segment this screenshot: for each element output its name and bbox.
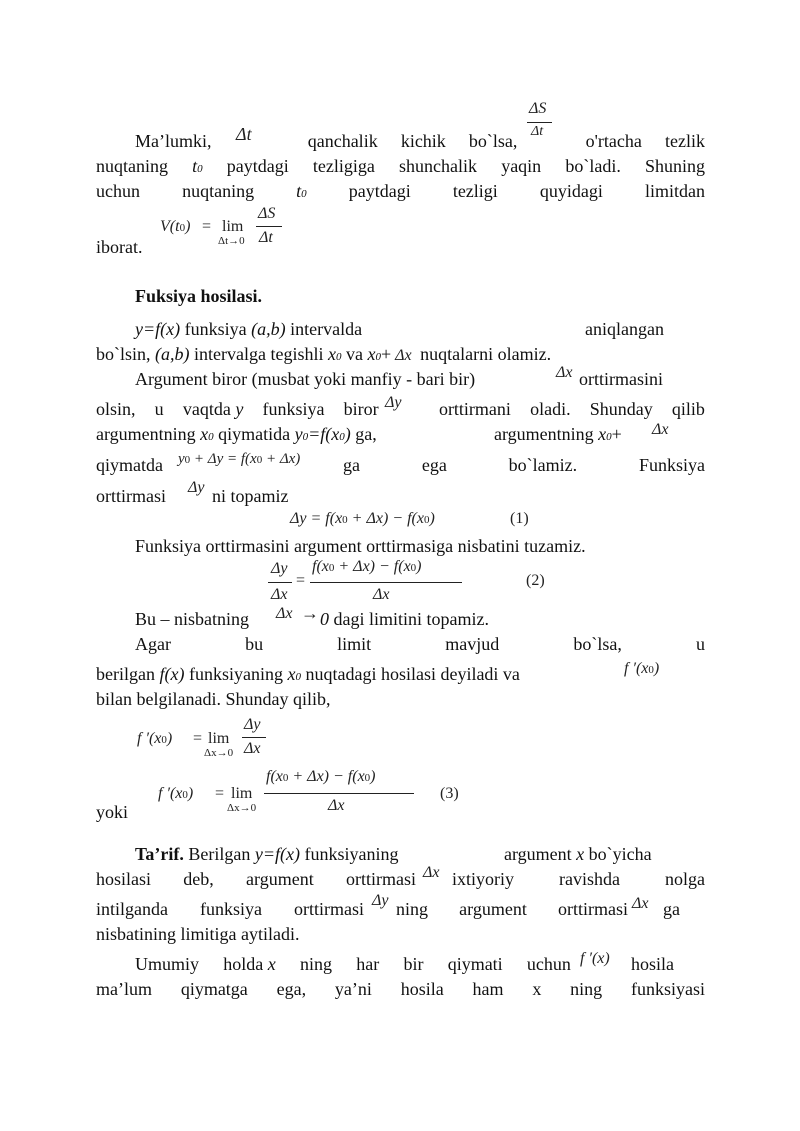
word: Shuning (644, 156, 705, 176)
sentence: Argument biror (musbat yoki manfiy - bari bir) (135, 369, 476, 389)
derivative-symbol: f ′(x) (580, 950, 610, 967)
fraction-bar (268, 582, 292, 583)
delta-x: Δx (632, 895, 649, 912)
equals: = (193, 730, 203, 747)
equation-number: (3) (440, 785, 459, 802)
word: kichik (400, 131, 446, 151)
word: hosila (631, 954, 674, 974)
delta-x: Δx (276, 605, 293, 622)
delta-t: Δt (259, 229, 273, 246)
definition-label: Ta’rif. (135, 844, 184, 864)
lim-subscript: Δt→0 (218, 235, 245, 247)
delta-t-denominator: Δt (531, 124, 544, 139)
word: qiymatda (96, 455, 163, 475)
word: tezligi (452, 181, 498, 201)
word: orttirmasi (96, 486, 166, 506)
word: iborat. (96, 237, 143, 257)
word: ga (663, 899, 680, 919)
arrow-icon: → (301, 603, 319, 623)
word: nuqtaning (182, 181, 255, 201)
lim-label: lim (231, 785, 253, 802)
word: tezlik (664, 131, 705, 151)
delta-s: ΔS (258, 205, 276, 222)
word: quyidagi (539, 181, 603, 201)
v-symbol: V(t0) (160, 218, 191, 235)
section-heading: Fuksiya hosilasi. (135, 286, 263, 306)
fraction-bar (264, 793, 414, 794)
derivative-symbol: f ′(x0) (624, 660, 660, 677)
word: yoki (96, 802, 129, 822)
t0-symbol: t0 (192, 156, 203, 176)
delta-x: Δx (423, 864, 440, 881)
word: paytdagi (226, 156, 289, 176)
sentence: nisbatining limitiga aytiladi. (96, 924, 300, 944)
delta-y: Δy (271, 560, 288, 577)
equals: = (202, 218, 212, 235)
delta-y: Δy (188, 479, 205, 496)
word: yaqin (501, 156, 542, 176)
delta-x: Δx (652, 421, 669, 438)
equation-number: (1) (510, 510, 529, 527)
word: ni topamiz (212, 486, 289, 506)
delta-x: Δx (395, 347, 412, 364)
equation-number: (2) (526, 572, 545, 589)
fraction-bar (527, 122, 552, 123)
delta-x: Δx (271, 586, 288, 603)
word: tezligiga (312, 156, 375, 176)
word: paytdagi (348, 181, 411, 201)
delta-t-symbol: Δt (236, 124, 252, 144)
function-symbol: y=f(x) (135, 319, 181, 339)
delta-x: Δx (373, 586, 390, 603)
delta-y: Δy (372, 892, 389, 909)
delta-y: Δy (385, 394, 402, 411)
word: Bu – nisbatning (135, 609, 250, 629)
t0-symbol: t0 (296, 181, 307, 201)
lim-subscript: Δx→0 (204, 747, 234, 759)
lim-subscript: Δx→0 (227, 802, 257, 814)
sentence: bilan belgilanadi. Shunday qilib, (96, 689, 331, 709)
delta-x: Δx (556, 364, 573, 381)
equals: = (296, 572, 306, 589)
word: bo`lsa, (468, 131, 518, 151)
word: bo`ladi. (565, 156, 621, 176)
word: orttirmasini (579, 369, 663, 389)
word: o'rtacha (585, 131, 642, 151)
word: limitdan (644, 181, 705, 201)
delta-x: Δx (244, 740, 261, 757)
word: shunchalik (399, 156, 478, 176)
delta-y: Δy (244, 716, 261, 733)
lim-label: lim (222, 218, 244, 235)
equals: = (215, 785, 225, 802)
fraction-bar (256, 226, 282, 227)
word: nuqtaning (96, 156, 168, 176)
delta-x: Δx (328, 797, 345, 814)
lim-label: lim (208, 730, 230, 747)
word: aniqlangan (585, 319, 664, 339)
word: Ma’lumki, (135, 131, 212, 151)
sentence: Funksiya orttirmasini argument orttirmasiga nisbatini tuzamiz. (135, 536, 586, 556)
y0-expression: y0 + Δy = f(x0 + Δx) (178, 451, 301, 467)
fraction-bar (242, 737, 266, 738)
delta-s-numerator: ΔS (529, 100, 547, 117)
fraction-bar (310, 582, 462, 583)
word: uchun (96, 181, 140, 201)
word: qanchalik (307, 131, 378, 151)
